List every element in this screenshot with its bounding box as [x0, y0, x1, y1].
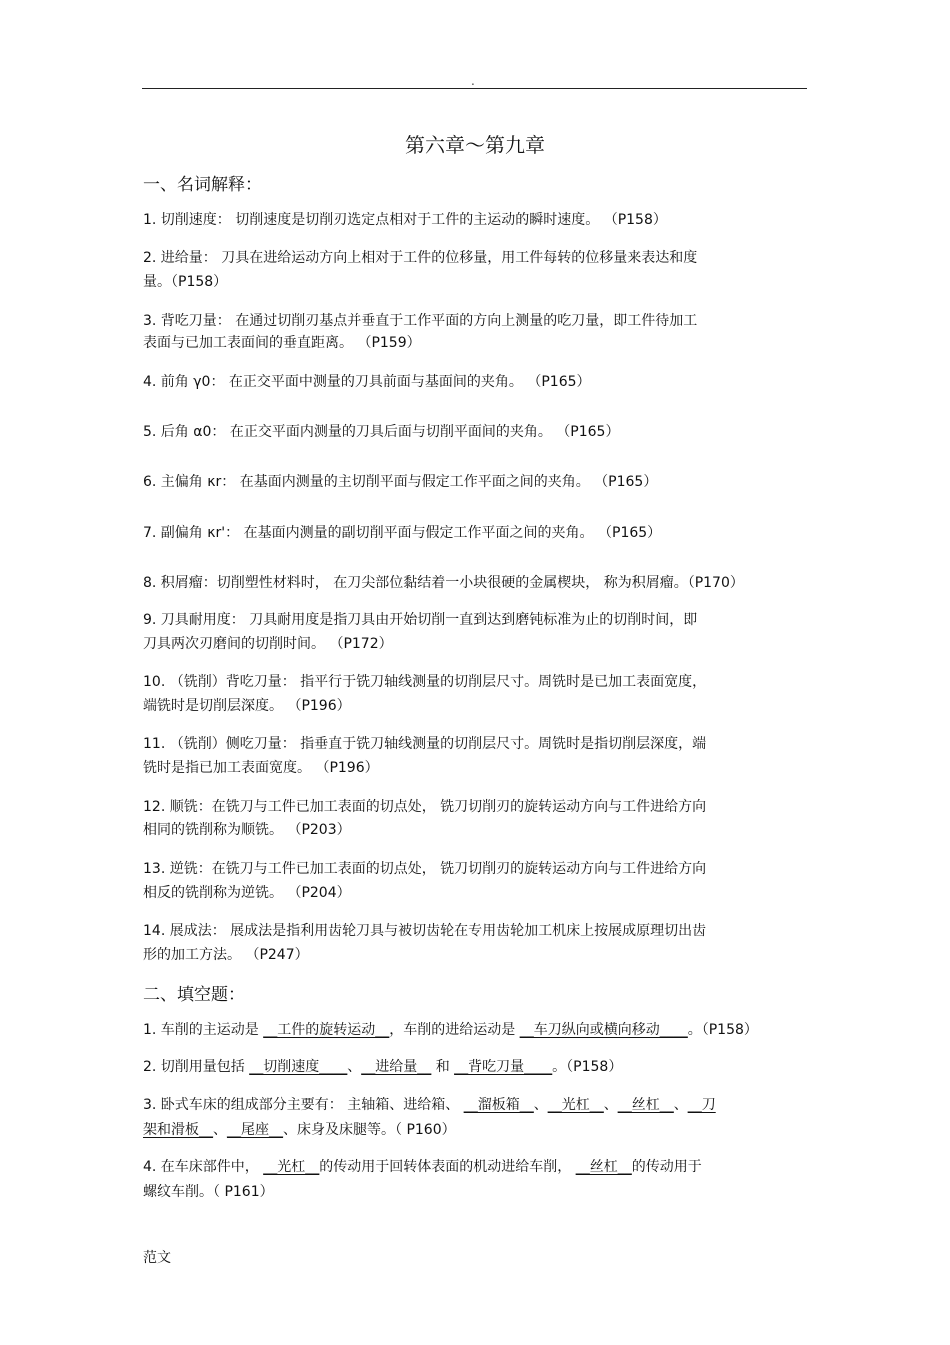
fill-4-answer-b: __丝杠__	[575, 1159, 632, 1175]
header-mark: .	[471, 74, 475, 88]
fill-1-answer-b: __车刀纵向或横向移动____	[519, 1022, 688, 1038]
fill-4-text-c: 的传动用于	[631, 1159, 702, 1175]
term-11-line-2: 铣时是指已加工表面宽度。 （P196）	[143, 760, 379, 776]
term-13-line-2: 相反的铣削称为逆铣。 （P204）	[143, 885, 351, 901]
term-4-line-1: 4. 前角 γ0： 在正交平面中测量的刀具前面与基面间的夹角。 （P165）	[143, 374, 591, 390]
term-2-line-2: 量。（P158）	[143, 274, 228, 290]
fill-2-answer-c: __背吃刀量____	[454, 1059, 553, 1075]
term-14-line-1: 14. 展成法： 展成法是指利用齿轮刀具与被切齿轮在专用齿轮加工机床上按展成原理切出齿	[143, 923, 707, 939]
fill-4-text-b: 的传动用于回转体表面的机动进给车削，	[319, 1159, 576, 1175]
fill-2-text-d: 。（P158）	[552, 1059, 623, 1075]
fill-1	[143, 1019, 758, 1039]
term-12-line-1: 12. 顺铣：在铣刀与工件已加工表面的切点处， 铣刀切削刃的旋转运动方向与工件进给方向	[143, 799, 707, 815]
fill-3-answer-b: __光杠__	[547, 1097, 604, 1113]
term-14-line-2: 形的加工方法。 （P247）	[143, 947, 309, 963]
fill-3-answer-c: __丝杠__	[617, 1097, 674, 1113]
term-3-line-1: 3. 背吃刀量： 在通过切削刃基点并垂直于工作平面的方向上测量的吃刀量，即工件待加工	[143, 313, 698, 329]
fill-4-answer-a: __光杠__	[263, 1159, 320, 1175]
term-10-line-2: 端铣时是切削层深度。 （P196）	[143, 698, 351, 714]
fill-2-answer-a: __切削速度____	[249, 1059, 348, 1075]
term-6-line-1: 6. 主偏角 κr： 在基面内测量的主切削平面与假定工作平面之间的夹角。 （P165）	[143, 474, 658, 490]
term-13-line-1: 13. 逆铣：在铣刀与工件已加工表面的切点处， 铣刀切削刃的旋转运动方向与工件进给方向	[143, 861, 707, 877]
fill-2-text-b: 、	[347, 1059, 362, 1075]
fill-3-answer-e: __尾座__	[227, 1122, 283, 1138]
fill-4	[143, 1156, 702, 1176]
fill-2-answer-b: __进给量__	[361, 1059, 432, 1075]
fill-3-text-b: 、	[533, 1097, 548, 1113]
fill-3-cont-text-b: 、床身及床腿等。（ P160）	[283, 1122, 456, 1138]
term-8-line-1: 8. 积屑瘤：切削塑性材料时， 在刀尖部位黏结着一小块很硬的金属楔块， 称为积屑瘤。（P170）	[143, 575, 744, 591]
fill-4-cont: 螺纹车削。（ P161）	[143, 1184, 274, 1200]
fill-2	[143, 1056, 622, 1076]
term-5-line-1: 5. 后角 α0： 在正交平面内测量的刀具后面与切削平面间的夹角。 （P165）	[143, 424, 620, 440]
term-10-line-1: 10. （铣削）背吃刀量： 指平行于铣刀轴线测量的切削层尺寸。周铣时是已加工表面宽度，	[143, 674, 707, 690]
fill-3-answer-a: __溜板箱__	[463, 1097, 534, 1113]
term-9-line-1: 9. 刀具耐用度： 刀具耐用度是指刀具由开始切削一直到达到磨钝标准为止的切削时间，即	[143, 612, 698, 628]
fill-3-answer-d: __刀	[687, 1097, 716, 1113]
fill-2-text-c: 和	[431, 1059, 455, 1075]
term-9-line-2: 刀具两次刃磨间的切削时间。 （P172）	[143, 636, 393, 652]
fill-4-text-a: 4. 在车床部件中，	[143, 1159, 264, 1175]
term-11-line-1: 11. （铣削）侧吃刀量： 指垂直于铣刀轴线测量的切削层尺寸。周铣时是指切削层深度，端	[143, 736, 707, 752]
fill-3-text-a: 3. 卧式车床的组成部分主要有： 主轴箱、进给箱、	[143, 1097, 464, 1113]
page-title: 第六章～第九章	[405, 133, 545, 157]
section-heading-terms: 一、名词解释：	[143, 175, 262, 195]
fill-1-text-a: 1. 车削的主运动是	[143, 1022, 264, 1038]
fill-3-answer-d-cont: 架和滑板__	[143, 1122, 213, 1138]
term-12-line-2: 相同的铣削称为顺铣。 （P203）	[143, 822, 351, 838]
term-7-line-1: 7. 副偏角 κr'： 在基面内测量的副切削平面与假定工作平面之间的夹角。 （P165）	[143, 525, 662, 541]
fill-3-text-c: 、	[603, 1097, 618, 1113]
footer-label: 范文	[143, 1250, 171, 1266]
term-1-line-1: 1. 切削速度： 切削速度是切削刃选定点相对于工件的主运动的瞬时速度。 （P158）	[143, 212, 667, 228]
fill-3	[143, 1094, 716, 1114]
fill-3-cont-text-a: 、	[213, 1122, 227, 1138]
fill-1-text-c: 。（P158）	[687, 1022, 758, 1038]
fill-3-cont	[143, 1119, 456, 1139]
fill-2-text-a: 2. 切削用量包括	[143, 1059, 250, 1075]
fill-3-text-d: 、	[673, 1097, 688, 1113]
fill-1-answer-a: __工件的旋转运动__	[263, 1022, 390, 1038]
term-3-line-2: 表面与已加工表面间的垂直距离。 （P159）	[143, 335, 421, 351]
header-rule	[142, 88, 807, 89]
term-2-line-1: 2. 进给量： 刀具在进给运动方向上相对于工件的位移量，用工件每转的位移量来表达和度	[143, 250, 698, 266]
fill-1-text-b: ，车削的进给运动是	[389, 1022, 520, 1038]
section-heading-fill: 二、填空题：	[143, 985, 245, 1005]
